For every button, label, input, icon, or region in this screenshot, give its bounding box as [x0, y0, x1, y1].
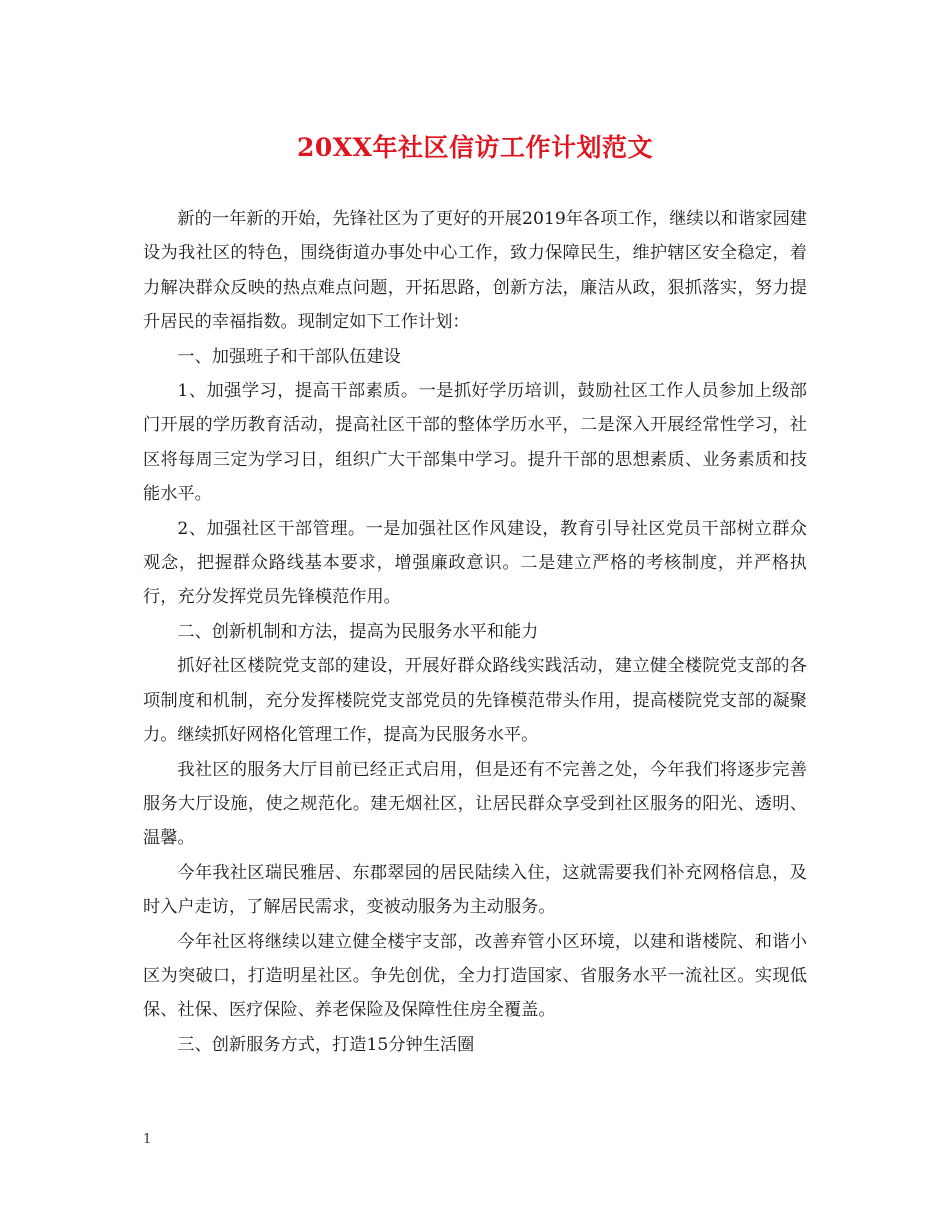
document-body [143, 202, 807, 1062]
section-heading-1: 一、加强班子和干部队伍建设 [177, 346, 401, 367]
document-title: 20XX年社区信访工作计划范文 [296, 133, 654, 162]
paragraph-item-1: 1、加强学习，提高干部素质。一是抓好学历培训，鼓励社区工作人员参加上级部门开展的学历教育活动，提高社区干部的整体学历水平，二是深入开展经常性学习，社区将每周三定为学习日，组织广大干部集中学习。提升干部的思想素质、业务素质和技能水平。 [143, 381, 807, 505]
page-number: 1 [143, 1132, 152, 1147]
section-heading-3: 三、创新服务方式，打造15分钟生活圈 [177, 1034, 475, 1055]
paragraph-intro: 新的一年新的开始，先锋社区为了更好的开展2019年各项工作，继续以和谐家园建设为我社区的特色，围绕街道办事处中心工作，致力保障民生，维护辖区安全稳定，着力解决群众反映的热点难点问题，开拓思路，创新方法，廉洁从政，狠抓落实，努力提升居民的幸福指数。现制定如下工作计划： [143, 209, 807, 333]
paragraph-item-2: 2、加强社区干部管理。一是加强社区作风建设，教育引导社区党员干部树立群众观念，把握群众路线基本要求，增强廉政意识。二是建立严格的考核制度，并严格执行，充分发挥党员先锋模范作用。 [143, 518, 807, 608]
paragraph-residents: 今年我社区瑞民雅居、东郡翠园的居民陆续入住，这就需要我们补充网格信息，及时入户走访，了解居民需求，变被动服务为主动服务。 [143, 862, 807, 918]
paragraph-party-branch: 抓好社区楼院党支部的建设，开展好群众路线实践活动，建立健全楼院党支部的各项制度和机制，充分发挥楼院党支部党员的先锋模范带头作用，提高楼院党支部的凝聚力。继续抓好网格化管理工作，提高为民服务水平。 [143, 656, 807, 746]
paragraph-service-hall: 我社区的服务大厅目前已经正式启用，但是还有不完善之处，今年我们将逐步完善服务大厅设施，使之规范化。建无烟社区，让居民群众享受到社区服务的阳光、透明、温馨。 [143, 759, 807, 849]
section-heading-2: 二、创新机制和方法，提高为民服务水平和能力 [177, 621, 539, 642]
paragraph-star-community: 今年社区将继续以建立健全楼宇支部，改善弃管小区环境，以建和谐楼院、和谐小区为突破口，打造明星社区。争先创优，全力打造国家、省服务水平一流社区。实现低保、社保、医疗保险、养老保险及保障性住房全覆盖。 [143, 931, 807, 1021]
